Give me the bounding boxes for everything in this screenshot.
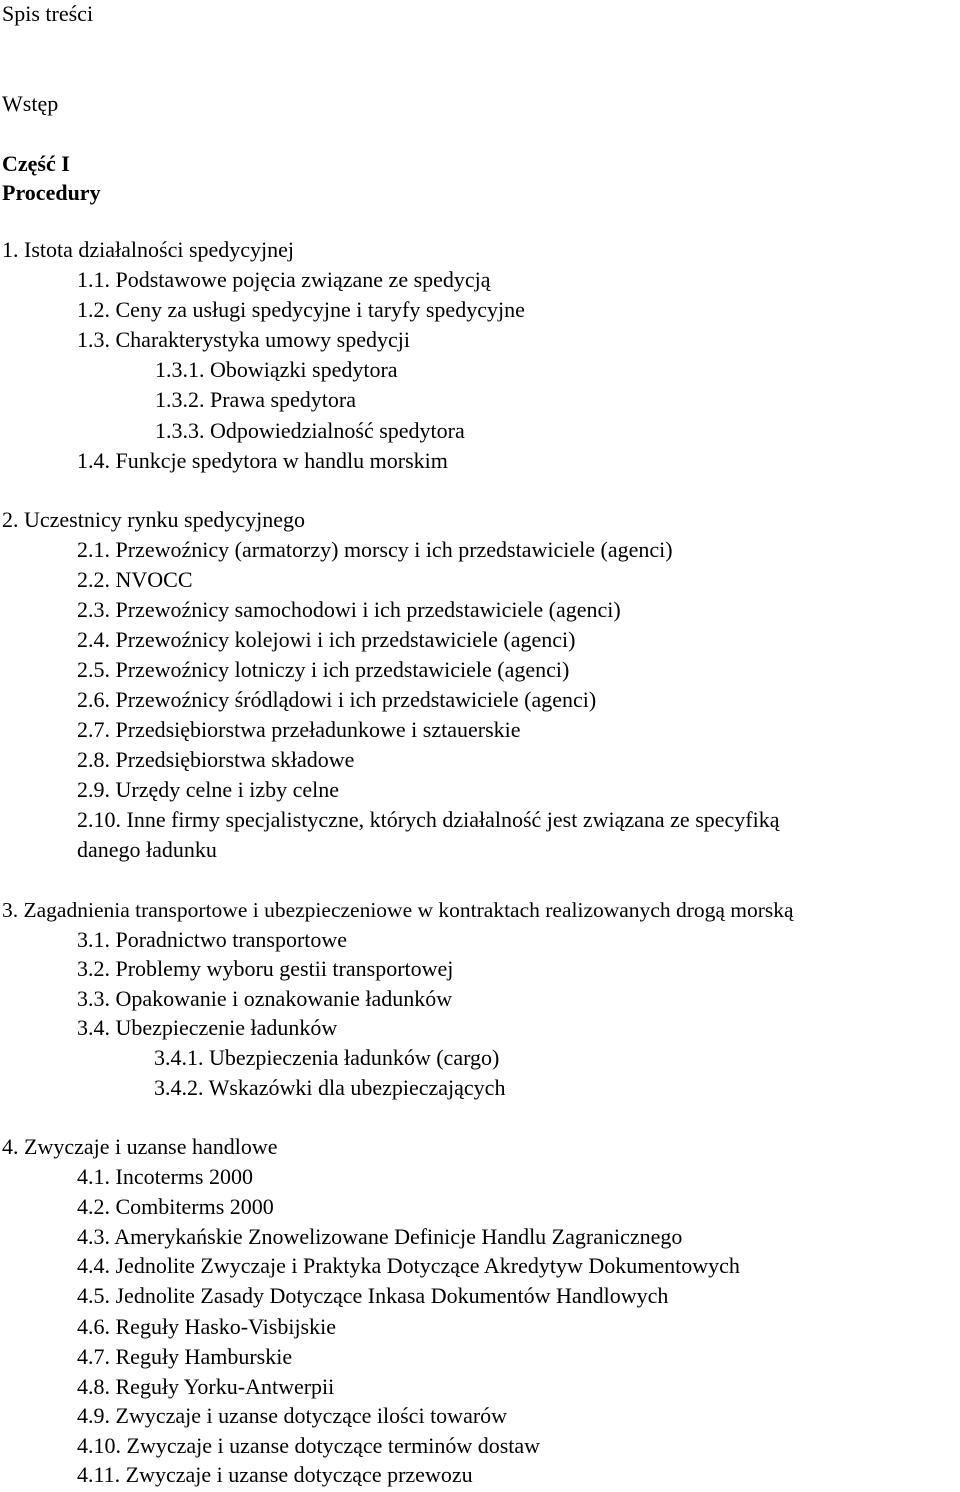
toc-entry: 4.10. Zwyczaje i uzanse dotyczące terminów dostaw <box>77 1433 541 1458</box>
toc-entry: 4.3. Amerykańskie Znowelizowane Definicje Handlu Zagranicznego <box>77 1224 683 1249</box>
part-name: Procedury <box>2 180 101 205</box>
toc-entry: 4.11. Zwyczaje i uzanse dotyczące przewozu <box>77 1462 473 1487</box>
toc-section-1-heading: 1. Istota działalności spedycyjnej <box>2 237 295 262</box>
toc-entry: 4.9. Zwyczaje i uzanse dotyczące ilości towarów <box>77 1403 508 1428</box>
toc-entry: 3.3. Opakowanie i oznakowanie ładunków <box>77 986 453 1011</box>
toc-entry: 1.1. Podstawowe pojęcia związane ze spedycją <box>77 267 491 292</box>
toc-entry: 2.6. Przewoźnicy śródlądowi i ich przedstawiciele (agenci) <box>77 687 597 712</box>
toc-entry: 4.2. Combiterms 2000 <box>77 1194 274 1219</box>
toc-entry: 1.2. Ceny za usługi spedycyjne i taryfy spedycyjne <box>77 297 525 322</box>
toc-entry: 2.5. Przewoźnicy lotniczy i ich przedstawiciele (agenci) <box>77 657 570 682</box>
toc-entry: 1.4. Funkcje spedytora w handlu morskim <box>77 448 448 473</box>
toc-section-4-heading: 4. Zwyczaje i uzanse handlowe <box>2 1134 278 1159</box>
toc-entry: 4.8. Reguły Yorku-Antwerpii <box>77 1374 335 1399</box>
toc-entry: 3.4.1. Ubezpieczenia ładunków (cargo) <box>154 1045 500 1070</box>
toc-entry: 3.2. Problemy wyboru gestii transportowej <box>77 956 454 981</box>
toc-entry: 2.8. Przedsiębiorstwa składowe <box>77 747 355 772</box>
toc-entry: 1.3.3. Odpowiedzialność spedytora <box>155 418 465 443</box>
toc-entry: 3.4. Ubezpieczenie ładunków <box>77 1015 338 1040</box>
toc-entry: 1.3.2. Prawa spedytora <box>155 387 357 412</box>
toc-entry-continuation: danego ładunku <box>77 837 217 862</box>
toc-entry: 2.10. Inne firmy specjalistyczne, których działalność jest związana ze specyfiką <box>77 807 780 832</box>
toc-entry: 2.2. NVOCC <box>77 567 193 592</box>
toc-section-3-heading: 3. Zagadnienia transportowe i ubezpieczeniowe w kontraktach realizowanych drogą morską <box>2 898 794 922</box>
toc-entry: 3.4.2. Wskazówki dla ubezpieczających <box>154 1075 506 1100</box>
toc-entry: 2.9. Urzędy celne i izby celne <box>77 777 340 802</box>
toc-section-2-heading: 2. Uczestnicy rynku spedycyjnego <box>2 507 306 532</box>
toc-entry: 2.4. Przewoźnicy kolejowi i ich przedstawiciele (agenci) <box>77 627 576 652</box>
toc-entry-intro: Wstęp <box>2 91 59 116</box>
part-label: Część I <box>2 151 70 176</box>
toc-entry: 1.3.1. Obowiązki spedytora <box>155 357 398 382</box>
toc-entry: 4.6. Reguły Hasko-Visbijskie <box>77 1314 336 1339</box>
toc-entry: 4.7. Reguły Hamburskie <box>77 1344 293 1369</box>
toc-entry: 4.4. Jednolite Zwyczaje i Praktyka Dotyczące Akredytyw Dokumentowych <box>77 1253 740 1278</box>
toc-entry: 2.3. Przewoźnicy samochodowi i ich przedstawiciele (agenci) <box>77 597 621 622</box>
toc-entry: 2.1. Przewoźnicy (armatorzy) morscy i ich przedstawiciele (agenci) <box>77 537 673 562</box>
toc-title: Spis treści <box>2 1 94 26</box>
toc-entry: 4.5. Jednolite Zasady Dotyczące Inkasa Dokumentów Handlowych <box>77 1283 669 1308</box>
toc-entry: 1.3. Charakterystyka umowy spedycji <box>77 327 410 352</box>
toc-entry: 4.1. Incoterms 2000 <box>77 1164 253 1189</box>
toc-entry: 3.1. Poradnictwo transportowe <box>77 927 348 952</box>
toc-entry: 2.7. Przedsiębiorstwa przeładunkowe i sztauerskie <box>77 717 521 742</box>
